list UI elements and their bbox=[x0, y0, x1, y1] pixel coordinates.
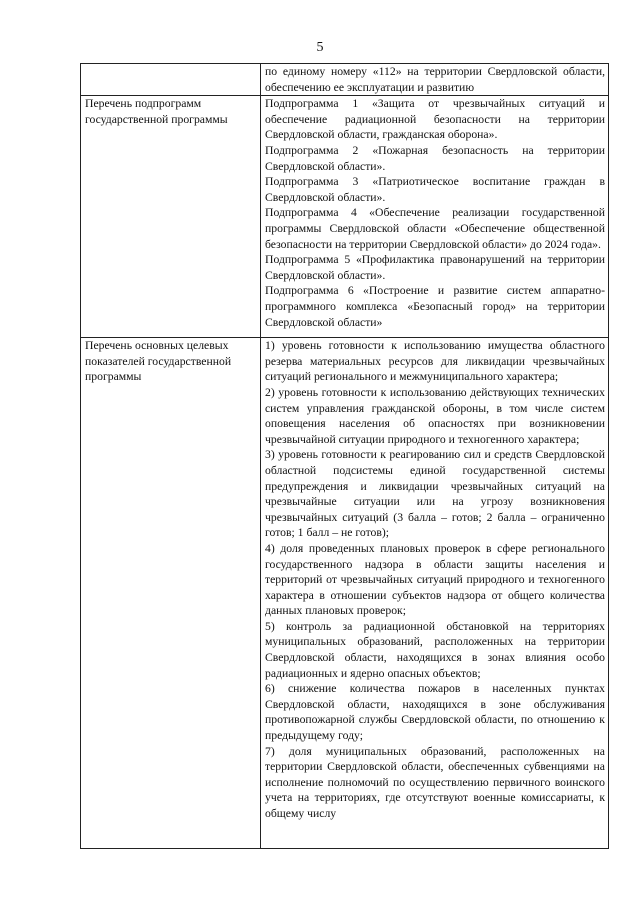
row-content bbox=[261, 64, 609, 96]
row-label: Перечень основных целевых показателей государственной программы bbox=[81, 338, 261, 849]
subprogram-1: Подпрограмма 1 «Защита от чрезвычайных ситуаций и обеспечение радиационной безопасности на территории Свердловской области, гражданская оборона». bbox=[265, 97, 605, 142]
row-label: Перечень подпрограмм государственной программы bbox=[81, 96, 261, 338]
subprogram-2: Подпрограмма 2 «Пожарная безопасность на территории Свердловской области». bbox=[265, 143, 605, 173]
row-content bbox=[261, 338, 609, 849]
subprogram-6: Подпрограмма 6 «Построение и развитие систем аппаратно-программного комплекса «Безопасный город» на территории Свердловской области» bbox=[265, 284, 605, 329]
indicator-5: 5) контроль за радиационной обстановкой на территориях муниципальных образований, расположенных на территории Свердловской области, находящихся в зонах влияния особо радиационных и ядерно опасных объектов; bbox=[265, 619, 605, 680]
paragraph: по единому номеру «112» на территории Свердловской области, обеспечению ее эксплуатации и развитию bbox=[265, 65, 605, 94]
indicator-4: 4) доля проведенных плановых проверок в сфере регионального государственного надзора в области защиты населения и территорий от чрезвычайных ситуаций природного и техногенного характера в отношении субъектов надзора от общего количества данных плановых проверок; bbox=[265, 541, 605, 618]
program-passport-table bbox=[80, 63, 609, 849]
subprogram-4: Подпрограмма 4 «Обеспечение реализации государственной программы Свердловской области «Обеспечение общественной безопасности на территории Свердловской области» до 2024 года». bbox=[265, 206, 605, 251]
table-row bbox=[81, 338, 609, 849]
indicator-1: 1) уровень готовности к использованию имущества областного резерва материальных ресурсов для ликвидации чрезвычайных ситуаций регионального и межмуниципального характера; bbox=[265, 339, 605, 384]
indicator-7: 7) доля муниципальных образований, расположенных на территории Свердловской области, обеспеченных субвенциями на исполнение полномочий по осуществлению первичного воинского учета на территориях, где отсутствуют военные комиссариаты, к общему числу bbox=[265, 744, 605, 820]
table-row bbox=[81, 96, 609, 338]
page-number: 5 bbox=[316, 40, 324, 55]
row-label bbox=[81, 64, 261, 96]
subprogram-5: Подпрограмма 5 «Профилактика правонарушений на территории Свердловской области». bbox=[265, 253, 605, 282]
table-row bbox=[81, 64, 609, 96]
indicator-2: 2) уровень готовности к использованию действующих технических систем управления гражданской обороны, в том числе систем оповещения населения об опасностях при возникновении чрезвычайной ситуации природного и техногенного характера; bbox=[265, 385, 605, 446]
row-content bbox=[261, 96, 609, 338]
indicator-3: 3) уровень готовности к реагированию сил и средств Свердловской областной подсистемы единой государственной системы предупреждения и ликвидации чрезвычайных ситуаций на чрезвычайные ситуации или на угрозу возникновения чрезвычайных ситуаций (3 балла – готов; 2 балла – ограниченно готов; 1 балл – не готов); bbox=[265, 448, 605, 540]
subprogram-3: Подпрограмма 3 «Патриотическое воспитание граждан в Свердловской области». bbox=[265, 175, 605, 204]
indicator-6: 6) снижение количества пожаров в населенных пунктах Свердловской области, находящихся в зоне обслуживания противопожарной службы Свердловской области, по отношению к предыдущему году; bbox=[265, 682, 605, 743]
